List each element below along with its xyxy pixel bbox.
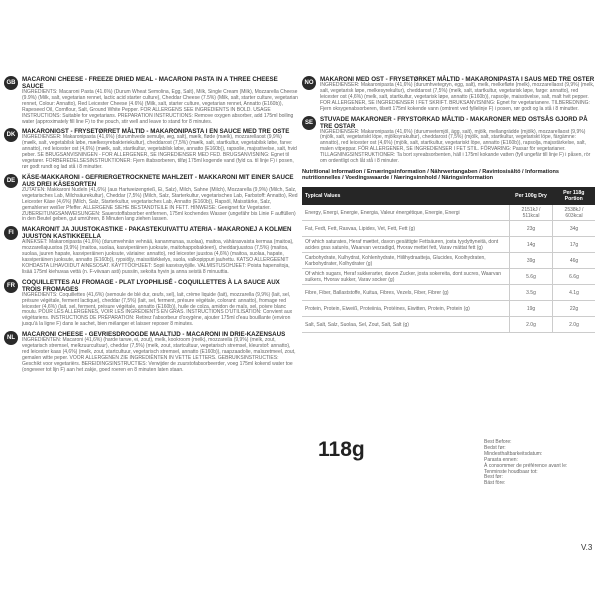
value-per-portion: 2.0g [553, 317, 596, 333]
table-row [302, 221, 595, 237]
section-title: COQUILLETTES AU FROMAGE - PLAT LYOPHILISÉ - COQUILLETTES À LA SAUCE AUX TROIS FROMAGES [22, 278, 280, 293]
section-title: KÄSE-MAKKARONI - GEFRIERGETROCKNETE MAHLZEIT - MAKKARONI MIT EINER SAUCE AUS DREI KÄSESORTEN [22, 173, 294, 188]
section-body: INGREDIENSER: Makaronipasta (41,6%) (durumhvede semulje, æg, salt), mælk, fløde (mælk), mozzarellaost (9,9%) (mælk, salt, vegetabilsk løbe, mælkesyrebakteriekultur), cheddarost (7,5%) (mælk, salt, startkultur, vegetabilsk løbe, farve: annatto), red leicester ost (4,6%) (mælk, salt, startkultur, vegetabilsk løbe, annatto (E160b)), rapsolie, majsstivelse, salt, hvid peber. SE BRUGSANVISNINGEN - FOR ALLERGENER, SE INGREDIENSER MED FED. BRUGSANVISNING: Egnet til vegetarer. FORBEREDELSESINSTRUKTIONER: Fjern iltabsorberen, tilføj 175ml kogende vand (fyld ca. til linje F) i posen, rør godt rundt og lad stå i 8 minutter. [22, 134, 297, 170]
value-per-100g: 3.5g [510, 285, 553, 301]
section-de [4, 174, 298, 223]
section-title: STUVADE MAKARONER - FRYSTORKAD MÅLTID - MAKARONER MED OSTSÅS GJORD PÅ TRE OSTAR [320, 115, 588, 130]
section-body: INGREDIENSER: Makaronipasta (41,6%) (durumhvetegryn, egg, salt), melk, melkefløte (melk), mozzarellaost (9,9%) (melk, salt, vegetarisk løpe, melkesyrekultur), cheddarost (7,5%) (melk, salt, startkultur, vegetarisk løpe, farge: annatto), red leicester ost (4,6%) (melk, salt, startkultur, vegetarisk løpe, annatto (E160b)), rapsolje, maisstivelse, salt, malt hvit pepper. FOR ALLERGENER, SE INGREDIENSER I FET SKRIFT. BRUKSANVISNING: Egnet for vegetarianere. TILBEREDNING: Fjern oksygenabsorberen, tilsett 175ml kokende vann (omtrent ved fyllelinje F) i posen, rør godt og la stå i 8 minutter. [320, 82, 595, 112]
section-title: MACARONI CHEESE - GEVRIESDROOGDE MAALTIJD - MACARONI IN DRIE-KAZENSAUS [22, 331, 286, 339]
nutrient-label: Protein, Protein, Eiweiß, Proteiinia, Protéines, Eiwitten, Protein, Protein (g) [302, 301, 510, 317]
section-nl [4, 331, 298, 373]
section-body: AINEKSET: Makaronipasta (41,6%) (durumvehnän vehnää, kananmunaa, suolaa), maitoa, vähärasvaista kermaa (maitoa), mozzarellajuustoa (9,9%) (maitoa, suolaa, kasviperäinen juoksute, maitohappobakteeri), cheddarjuustoa (7,5%) (maitoa, suolaa, juuren hapate, kasviperäinen juoksute, väriaine: annatto), red leicester juustoa (4,6%) (maitoa, suolaa, hapate, kasviperäinen juoksute, annatto (E160b)), rypsiöljy, maissitärkkelys, suola, valkopippuri jauhettu. KATSO ALLERGEENIT KOHDASTA LIHAVOIDUT AINESOSAT. KÄYTTÖOHJEET: Sopii kasvissyöjille. VALMISTUSOHJEET: Poista hapensitoja, lisää 175ml kiehuvaa vettä (n. F-viivaan asti) pussiin, sekoita hyvin ja anna seistä 8 minuuttia. [22, 239, 294, 275]
header-typical-values: Typical Values [302, 187, 510, 205]
nutrient-label: Fat, Fedt, Fett, Rasvaa, Lipides, Vet, Fett, Fett (g) [302, 221, 510, 237]
language-badge: NL [4, 331, 18, 345]
value-per-100g: 2151kJ / 511kcal [510, 205, 553, 221]
language-badge: DK [4, 128, 18, 142]
section-se [302, 116, 596, 165]
nutrition-table [302, 187, 595, 333]
table-row [302, 317, 595, 333]
best-before-line: Best før: [484, 474, 503, 481]
language-badge: NO [302, 76, 316, 90]
value-per-portion: 6.6g [553, 269, 596, 285]
language-badge: DE [4, 174, 18, 188]
value-per-100g: 14g [510, 237, 553, 253]
right-column [302, 76, 596, 333]
value-per-100g: 2.0g [510, 317, 553, 333]
best-before-line: Mindesthaltbarkeitsdatum: [484, 450, 543, 457]
language-badge: FI [4, 226, 18, 240]
best-before-line: Tenminste houdbaar tot: [484, 468, 538, 475]
value-per-portion: 34g [553, 221, 596, 237]
table-row [302, 253, 595, 269]
nutrient-label: Energy, Energi, Energie, Energia, Valeur énergétique, Energie, Energi [302, 205, 510, 221]
section-body: INGREDIENSER: Makaronipasta (41,6%) (durumvetemjöl, ägg, salt), mjölk, mellangrädde (mjölk), mozzarellaost (9,9%) (mjölk, salt, vegetariskt löpe, mjölksyrakultur), cheddarost (7,5%) (mjölk, salt, startkultur, vegetariskt löpe, färgämne: annatto), red leicester ost (4,6%) (mjölk, salt, startkultur, vegetariskt löpe, annatto (E160b)), rapsolja, majsstärkelse, salt, malen vitpeppar. FÖR ALLERGENER, SE INGREDIENSER I FET STIL. FÖRVARING: Passar för vegetarianer. TILLAGNINGSINSTRUKTIONER: Ta bort syreabsorbenten, häll i 175ml kokande vatten (fyll ungefär till linje F) i påsen, rör om ordentligt och låt stå i 8 minuter. [320, 128, 591, 165]
left-column [4, 76, 298, 377]
value-per-100g: 23g [510, 221, 553, 237]
best-before-line: Bedst før: [484, 444, 506, 451]
language-badge: GB [4, 76, 18, 90]
best-before-line: Parasta ennen: [484, 456, 518, 463]
best-before-line: Best Before: [484, 439, 512, 445]
section-body: INGRÉDIENTS: Coquillettes (41,6%) (semoule de blé dur, œufs, sel), lait, crème liquide (lait), mozzarella (9,9%) (lait, sel, présure végétale, ferment lactique), cheddar (7,5%) (lait, sel, ferment, présure végétale, colorant: annatto), fromage red leicester (4,6%) (lait, sel, ferment, présure végétale, annatto (E160b)), huile de colza, amidon de maïs, sel, poivre blanc moulu. POUR LES ALLERGÈNES, VOIR LES INGRÉDIENTS EN GRAS. INSTRUCTIONS D'UTILISATION: Convient aux végétariens. INSTRUCTIONS DE PRÉPARATION: Retirez l'absorbeur d'oxygène, ajouter 175ml d'eau bouillante (environ jusqu'à la ligne F) dans le sachet, bien mélanger et laisser reposer 8 minutes. [22, 291, 293, 328]
nutrition-header-row [302, 187, 595, 205]
section-dk [4, 128, 298, 170]
table-row [302, 237, 595, 253]
value-per-100g: 5.6g [510, 269, 553, 285]
header-per-100g: Per 100g Dry [510, 187, 553, 205]
section-body: INGREDIENTS: Macaroni Pasta (41.6%) (Durum Wheat Semolina, Egg, Salt), Milk, Single Cream (Milk), Mozzarella Cheese (9.9%) (Milk, salt, vegetarian rennet, lactic acid starter culture), Cheddar Cheese (7.5%) (Milk, salt, starter culture, vegetarian rennet, Colour: Annatto), Red Leicester Cheese (4.6%) (Milk, salt, starter culture, vegetarian rennet, Annatto (E160b)), Rapeseed Oil, Cornflour, Salt, Ground White Pepper. FOR ALLERGENS SEE INGREDIENTS IN BOLD. USAGE INSTRUCTIONS: Suitable for vegetarians. PREPARATION INSTRUCTIONS: Remove oxygen absorber, add 175ml boiling water (approximately fill line F) to the pouch, stir well and leave to stand for 8 minutes. [22, 89, 298, 125]
section-body: INGREDIËNTEN: Macaroni (41,6%) (harde tarwe, ei, zout), melk, kookroom (melk), mozzarella (9,9%) (melk, zout, vegetarisch stremsel, melkzuurcultuur), cheddar (7,5%) (melk, zout, startcultuur, vegetarisch stremsel, kleurstof: annatto), red leicester kaas (4,6%) (melk, zout, startcultuur, vegetarisch stremsel, annatto (E160b)), raapzaadolie, maïszetmeel, zout, gemalen witte peper. VOOR ALLERGENEN ZIE INGREDIËNTEN IN VETTE LETTERS. GEBRUIKSINSTRUCTIES: Geschikt voor vegetariërs. BEREIDINGSINSTRUCTIES: Verwijder de zuurstofabsorbeerder, voeg 175ml kokend water toe (ongeveer tot lijn F) aan het zakje, goed roeren en 8 minuten laten staan. [22, 337, 296, 373]
value-per-100g: 19g [510, 301, 553, 317]
value-per-portion: 22g [553, 301, 596, 317]
value-per-portion: 46g [553, 253, 596, 269]
value-per-portion: 17g [553, 237, 596, 253]
section-fi [4, 226, 298, 275]
nutrient-label: Fibre, Fiber, Ballaststoffe, Kuitua, Fibres, Vezels, Fiber, Fibrer (g) [302, 285, 510, 301]
section-title: MAKARONIT JA JUUSTOKASTIKE - PAKASTEKUIVATTU ATERIA - MAKARONEJ A KOLMEN JUUSTON KASTIKKEELLA [22, 226, 292, 241]
best-before-block [484, 440, 567, 487]
language-badge: FR [4, 279, 18, 293]
section-title: MAKARONI MED OST - FRYSETØRKET MÅLTID - MAKARONIPASTA I SAUS MED TRE OSTER [320, 76, 595, 83]
table-row [302, 285, 595, 301]
language-badge: SE [302, 116, 316, 130]
nutrient-label: Salt, Salt, Salz, Suolaa, Sel, Zout, Salt, Salt (g) [302, 317, 510, 333]
table-row [302, 301, 595, 317]
version-label: V.3 [581, 543, 593, 552]
value-per-portion: 2538kJ / 603kcal [553, 205, 596, 221]
section-body: ZUTATEN: Makkaroni Nudeln (41,6%) (aus Hartweizengrieß, Ei, Salz), Milch, Sahne (Milch), Mozzarella (9,9%) (Milch, Salz, vegetarisches Lab, Milchsäurekultur), Cheddar (7,5%) (Milch, Salz, Starterkultur, vegetarisches Lab, Farbstoff: Annatto), Red Leicester Käse (4,6%) (Milch, Salz, Starterkultur, vegetarisches Lab, Annatto (E160b)), Rapsöl, Maisstärke, Salz, gemahlener weißer Pfeffer. ALLERGENE SIEHE BESTANDTEILE IN FETT. HINWEISE: Geeignet für Vegetarier. ZUBEREITUNGSANWEISUNGEN: Sauerstoffabsorber entfernen, 175ml kochendes Wasser (ungefähr bis Linie F auffüllen) in den Beutel geben, gut umrühren, 8 Minuten lang ziehen lassen. [22, 186, 298, 223]
value-per-portion: 4.1g [553, 285, 596, 301]
section-title: MACARONI CHEESE - FREEZE DRIED MEAL - MACARONI PASTA IN A THREE CHEESE SAUCE [22, 76, 278, 90]
table-row [302, 269, 595, 285]
best-before-line: À consommer de préférence avant le: [484, 462, 568, 469]
value-per-100g: 39g [510, 253, 553, 269]
nutrient-label: Carbohydrate, Kulhydrat, Kohlenhydrate, Hiilihydraatteja, Glucides, Koolhydraten, Karbohydrater, Kolhydrater (g) [302, 253, 510, 269]
nutrient-label: Of which sugars, Heraf sukkerarter, davon Zucker, josta sokereita, dont sucres, Waarvan suikers, Hvorav sukker, Varav socker (g) [302, 269, 510, 285]
best-before-line: Bäst före: [484, 480, 506, 487]
section-title: MAKARONIGST - FRYSETØRRET MÅLTID - MAKARONIPASTA I EN SAUCE MED TRE OSTE [22, 128, 290, 136]
section-gb [4, 76, 298, 125]
net-weight: 118g [318, 438, 365, 461]
nutrient-label: Of which saturates, Heraf mættet, davon gesättigte Fettsäuren, josta tyydyttyneitä, dont acides gras saturés, Waarvan verzadigd, Hvorav mettet fett, Varav mättat fett (g) [302, 237, 510, 253]
table-row [302, 205, 595, 221]
nutrition-title: Nutritional information / Ernæringsinformation / Nährwertangaben / Ravintosisältö / Informations nutritionnelles / Voedingswaarde / Næringsinnhold / Näringsinformation [302, 168, 560, 182]
section-no [302, 76, 596, 113]
header-per-portion: Per 118g Portion [553, 187, 596, 205]
section-fr [4, 279, 298, 328]
